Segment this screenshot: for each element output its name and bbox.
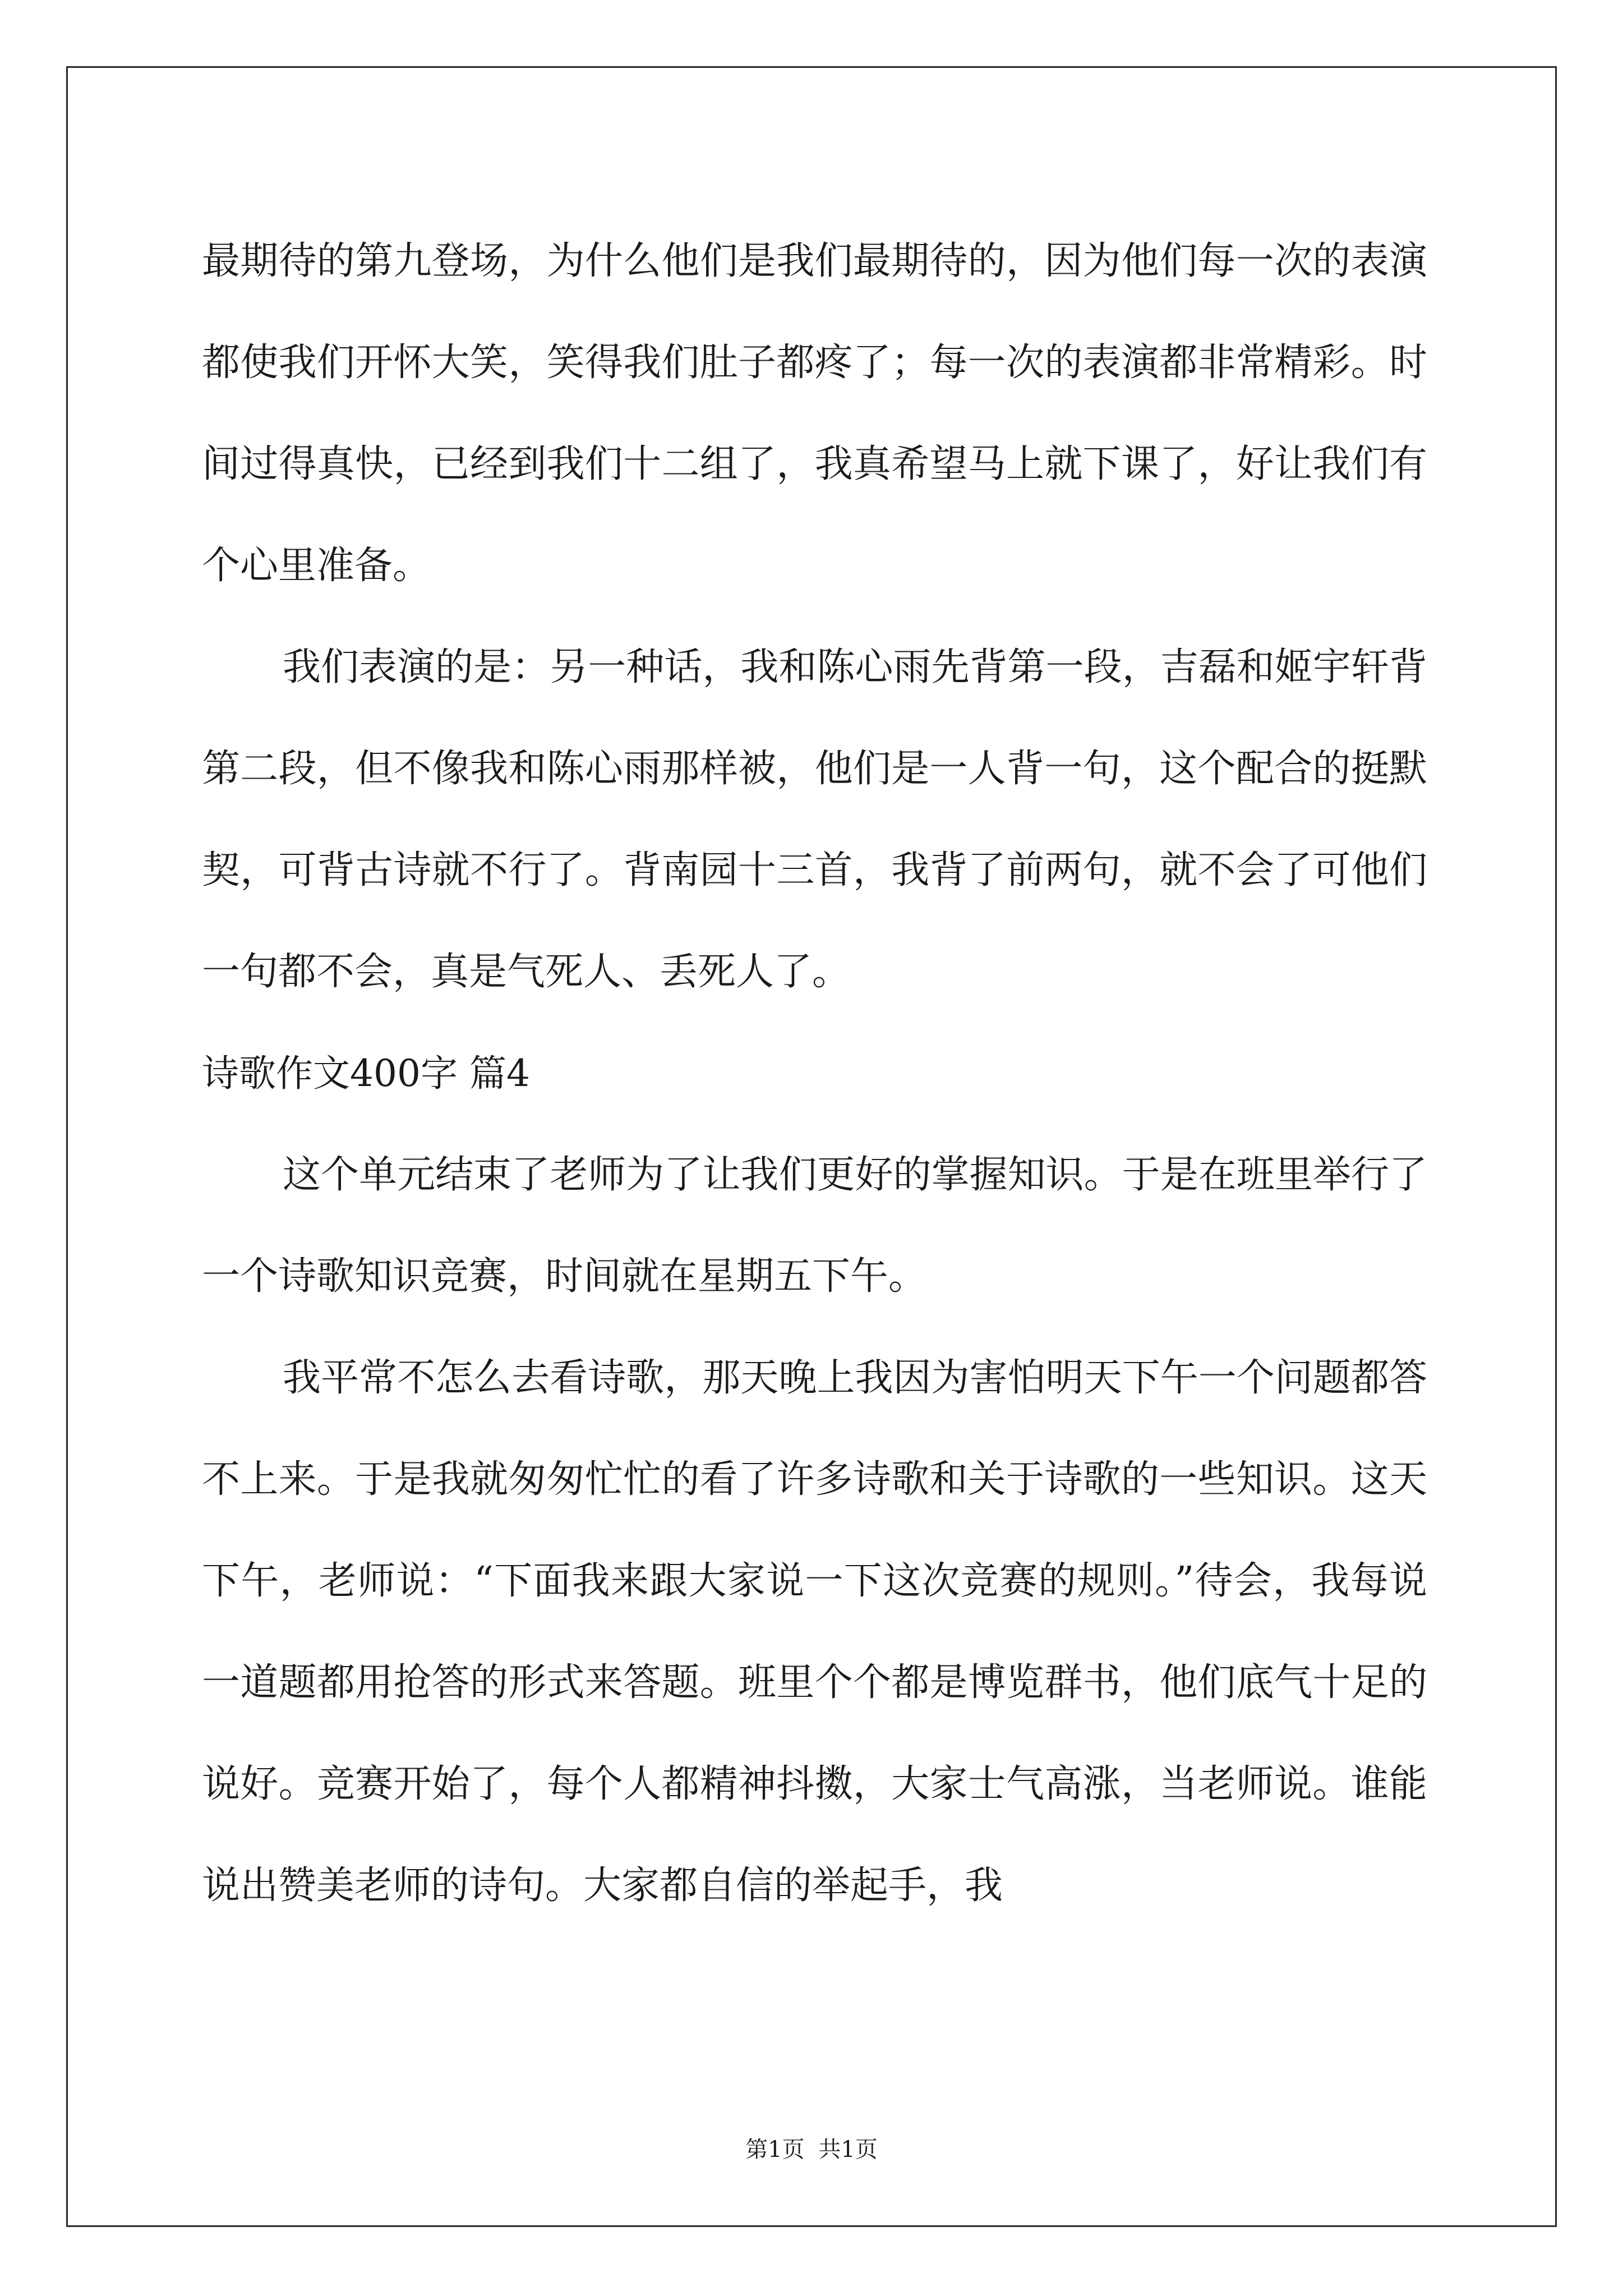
page-footer: 第1页 共1页 — [745, 2137, 878, 2162]
paragraph-2: 我们表演的是：另一种话，我和陈心雨先背第一段，吉磊和姬宇轩背第二段，但不像我和陈心雨那样被，他们是一人背一句，这个配合的挺默契，可背古诗就不行了。背南园十三首，我背了前两句，就不会了可他们一句都不会，真是气死人、丢死人了。 — [202, 645, 1427, 994]
section-heading: 诗歌作文400字 篇4 — [202, 1052, 530, 1095]
paragraph-1: 最期待的第九登场，为什么他们是我们最期待的，因为他们每一次的表演都使我们开怀大笑，笑得我们肚子都疼了；每一次的表演都非常精彩。时间过得真快，已经到我们十二组了，我真希望马上就下课了，好让我们有个心里准备。 — [202, 239, 1427, 588]
document-body — [202, 210, 1427, 1936]
paragraph-3: 这个单元结束了老师为了让我们更好的掌握知识。于是在班里举行了一个诗歌知识竞赛，时间就在星期五下午。 — [202, 1153, 1427, 1299]
paragraph-4: 我平常不怎么去看诗歌，那天晚上我因为害怕明天下午一个问题都答不上来。于是我就匆匆忙忙的看了许多诗歌和关于诗歌的一些知识。这天下午，老师说：“下面我来跟大家说一下这次竞赛的规则。”待会，我每说一道题都用抢答的形式来答题。班里个个都是博览群书，他们底气十足的说好。竞赛开始了，每个人都精神抖擞，大家士气高涨，当老师说。谁能说出赞美老师的诗句。大家都自信的举起手，我 — [202, 1356, 1427, 1908]
